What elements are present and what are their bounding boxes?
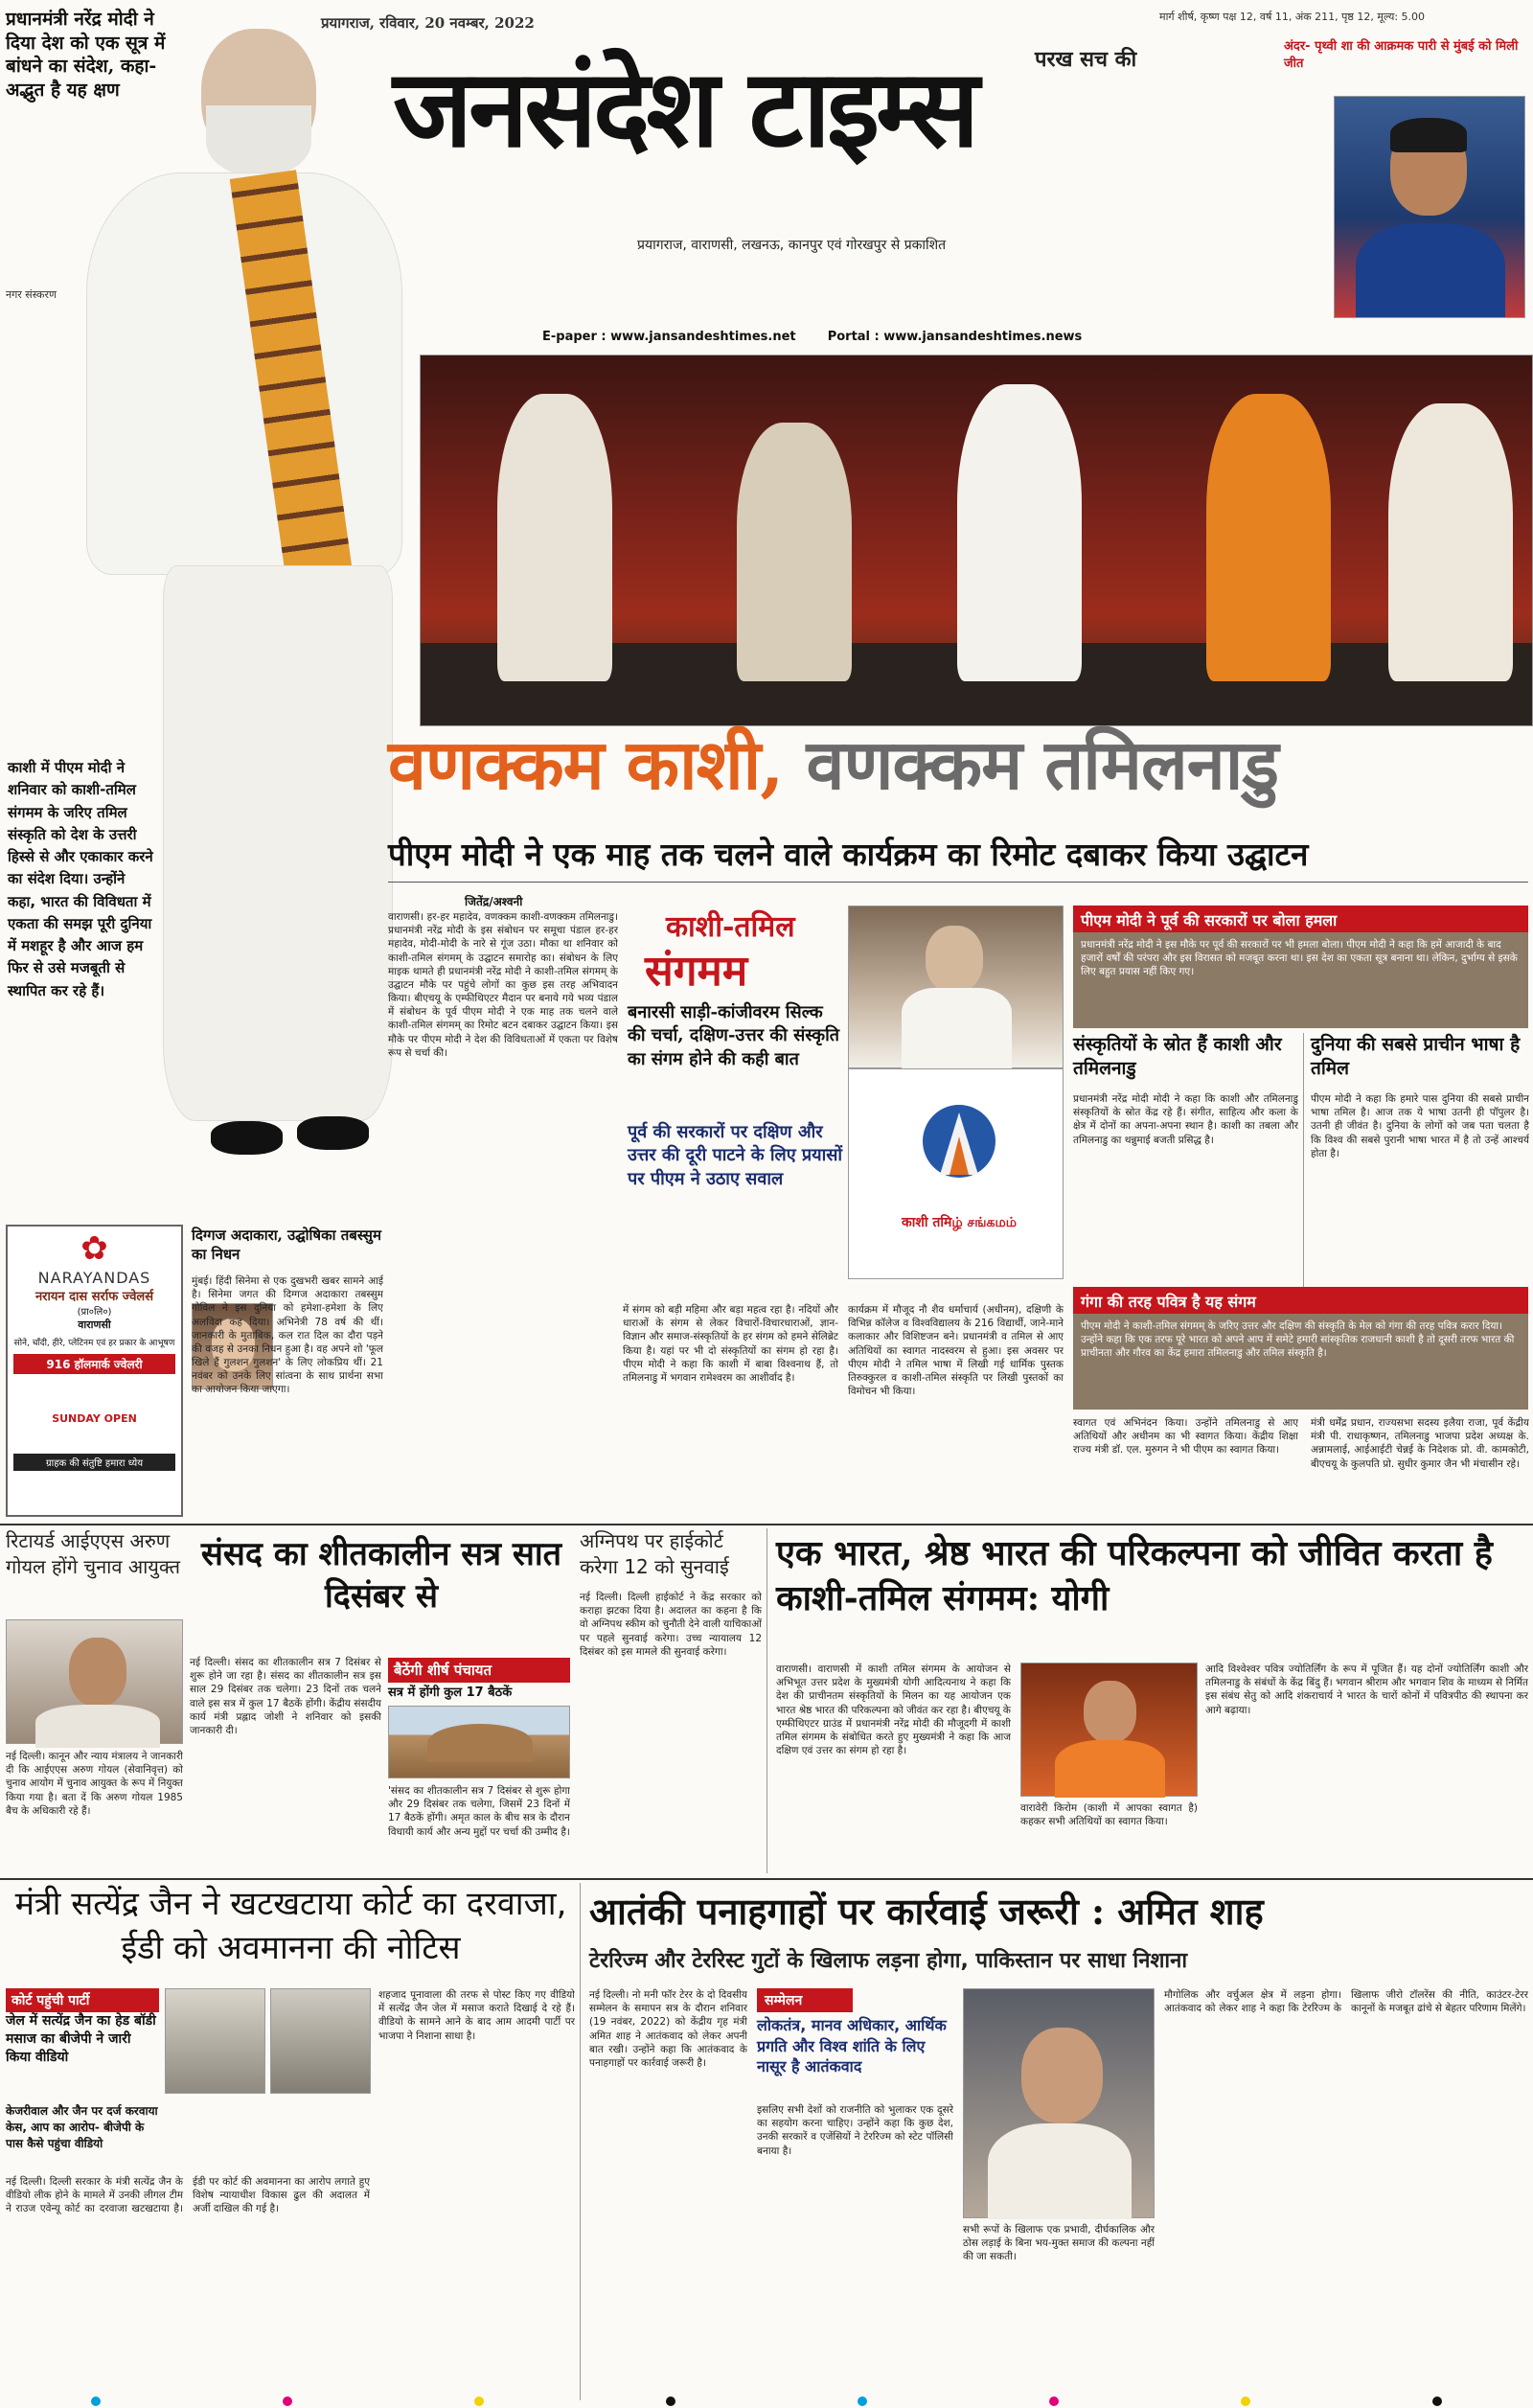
right-h2: दुनिया की सबसे प्राचीन भाषा है तमिल [1311, 1034, 1521, 1079]
parliament-box-title: बैठेंगी शीर्ष पंचायत [388, 1658, 570, 1683]
parliament-headline: संसद का शीतकालीन सत्र सात दिसंबर से [200, 1535, 562, 1617]
shah-body-shape [988, 2123, 1132, 2219]
lead-body-1: वाराणसी। हर-हर महादेव, वणक्कम काशी-वणक्कम तमिलनाडु। प्रधानमंत्री नरेंद्र मोदी के इस संबोधन पर समूचा पंडाल हर-हर महादेव, मोदी-मोदी के नारे से गूंज उठा। मौका था शनिवार को काशी-तमिल संगमम् के उद्घाटन समारोह का। संबोधन के लिए माइक थामते ही प्रधानमंत्री नरेंद्र मोदी ने काशी-तमिल संगमम् के उद्घाटन मौके पर पहुंचे लोगों का कुछ इस तरह अभिवादन किया। बीएचयू के एम्फीथिएटर मैदान पर बनाये गये भव्य पंडाल में संबोधन के पूर्व पीएम मोदी ने एक माह तक चलने वाले काशी-तमिल संगमम् का रिमोट बटन दबाकर उद्घाटन किया। इस मौके पर पीएम मोदी ने देश की विविधताओं में एकता पर विशेष रूप से चर्चा की। [388, 911, 618, 1059]
box-sub-1: बनारसी साड़ी-कांजीवरम सिल्क की चर्चा, दक्षिण-उत्तर की संस्कृति का संगम होने की कही बात [628, 1002, 840, 1069]
paper-title: जनसंदेश टाइम्स [393, 47, 976, 172]
reg-dot-icon [858, 2397, 867, 2406]
right-bar-2-text: पीएम मोदी ने काशी-तमिल संगमम् के जरिए उत्तर और दक्षिण की संस्कृति के मेल को गंगा की तरह पवित्र करार दिया। उन्होंने कहा कि एक तरफ पूरे भारत को अपने आप में समेटे हमारी सांस्कृतिक राजधानी काशी है तो दूसरी तरफ भारत की प्राचीनता और गौरव का केंद्र हमारा तमिलनाडु और तमिल संस्कृति है। [1073, 1314, 1528, 1410]
dateline: प्रयागराज, रविवार, 20 नवम्बर, 2022 [321, 14, 535, 32]
cricketer-photo [1334, 96, 1525, 318]
ad-sub: (प्रा०लि०) [77, 1307, 112, 1318]
speaker-body-shape [902, 988, 1012, 1069]
right-h2-text: पीएम मोदी ने कहा कि हमारे पास दुनिया की सबसे प्राचीन भाषा तमिल है। आज तक ये भाषा उतनी ही पॉपुलर है। उतनी ही जीवंत है। दुनिया के लोगों को जब पता चलता है कि विश्व की सबसे पुरानी भाषा भारत में है तो उन्हें आश्चर्य होता है। [1311, 1093, 1529, 1159]
goel-body-shape [35, 1705, 160, 1748]
jain-tag: कोर्ट पहुंची पार्टी [6, 1988, 159, 2012]
jain-sub: जेल में सत्येंद्र जैन का हेड बॉडी मसाज का बीजेपी ने जारी किया वीडियो [6, 2013, 156, 2065]
lead-body-2: में संगम को बड़ी महिमा और बड़ा महत्व रहा है। नदियों और धाराओं के संगम से लेकर विचारों-विचारधाराओं, ज्ञान-विज्ञान और समाज-संस्कृतियों के हर संगम को हमने सेलिब्रेट किया है। यहां पर भी दो संस्कृतियों का संगम हो रहा है। पीएम मोदी ने कहा कि काशी में बाबा विश्वनाथ हैं, तो तमिलनाडु में भगवान रामेश्वरम का आशीर्वाद है। [623, 1304, 838, 1384]
shah-subhead: टेररिज्म और टेररिस्ट गुटों के खिलाफ लड़ना होगा, पाकिस्तान पर साधा निशाना [589, 1949, 1188, 1973]
ad-line2: 916 हॉलमार्क ज्वेलरी [13, 1354, 175, 1374]
goel-text: नई दिल्ली। कानून और न्याय मंत्रालय ने जानकारी दी कि आईएएस अरुण गोयल (सेवानिवृत्त) को चुनाव आयोग में चुनाव आयुक्त के रूप में नियुक्त किया गया है। बता दें कि अरुण गोयल 1985 बैच के अधिकारी रहे हैं। [6, 1751, 183, 1817]
jain-text-2: शहजाद पूनावाला की तरफ से पोस्ट किए गए वीडियो में सत्येंद्र जैन जेल में मसाज कराते दिखाई दे रहे हैं। वीडियो के सामने आने के बाद आम आदमी पार्टी पर भाजपा ने निशाना साधा है। [378, 1989, 575, 2042]
person5-shape [1388, 403, 1513, 681]
inside-teaser-text: अंदर- पृथ्वी शा की आक्रमक पारी से मुंबई को मिली जीत [1284, 39, 1519, 72]
person3-shape [957, 384, 1082, 681]
lead-body-3: कार्यक्रम में मौजूद नौ शैव धर्माचार्य (अधीनम), दक्षिणी के विभिन्न कॉलेज व विश्वविद्यालय के 216 विद्यार्थी, जाने-माने कलाकार और विशिष्टजन बने। प्रधानमंत्री व तमिल से आए अतिथियों का स्वागत नादस्वरम से हुआ। इस अवसर पर पीएम मोदी ने तमिल भाषा में लिखी गई धार्मिक पुस्तक तिरुक्कुरल व काशी-तमिल संस्कृति पर लिखी पुस्तकों का विमोचन भी किया। [848, 1304, 1064, 1398]
parliament-dome-shape [427, 1724, 533, 1762]
mid-rule [0, 1524, 1533, 1525]
goel-head-shape [69, 1638, 126, 1707]
modi-dhoti-shape [163, 565, 393, 1121]
stage-photo [420, 355, 1533, 726]
modi-shoe-left-shape [211, 1121, 283, 1155]
published-from: प्रयागराज, वाराणसी, लखनऊ, कानपुर एवं गोरखपुर से प्रकाशित [637, 238, 947, 253]
shah-headline: आतंकी पनाहगाहों पर कार्रवाई जरूरी : अमित शाह [589, 1890, 1264, 1933]
parliament-text-1: नई दिल्ली। संसद का शीतकालीन सत्र 7 दिसंबर से शुरू होने जा रहा है। संसद का शीतकालीन सत्र इस साल 29 दिसंबर तक चलेगा। 23 दिनों तक चलने वाले इस सत्र में कुल 17 बैठकें होंगी। केंद्रीय संसदीय कार्य मंत्री प्रह्लाद जोशी ने शनिवार को इसकी जानकारी दी। [190, 1657, 381, 1736]
right-col-rule [1303, 1033, 1304, 1287]
epaper-url: E-paper : www.jansandeshtimes.net [542, 330, 796, 344]
reg-dot-icon [1049, 2397, 1059, 2406]
shah-text-3: मौगोलिक और वर्चुअल क्षेत्र में लड़ना होगा। आतंकवाद को लेकर शाह ने कहा कि टेररिज्म के खिलाफ जीरो टॉलरेंस की नीति, काउंटर-टेरर कानूनों के मजबूत ढांचे से बेहतर परिणाम मिलेंगे। [1164, 1989, 1528, 2015]
cricketer-jersey-shape [1356, 223, 1505, 318]
shah-photo [963, 1988, 1155, 2218]
lead-headline-part2: वणक्कम तमिलनाडु [806, 723, 1278, 805]
box-title-1: काशी-तमिल [666, 910, 795, 944]
right-bar-1: पीएम मोदी ने पूर्व की सरकारों पर बोला हमला [1073, 906, 1528, 932]
yogi-robe-shape [1055, 1740, 1165, 1798]
reg-dot-icon [91, 2397, 101, 2406]
shah-box-title: सम्मेलन [757, 1988, 853, 2012]
parliament-photo [388, 1706, 570, 1778]
ad-line4: ग्राहक की संतुष्टि हमारा ध्येय [13, 1454, 175, 1471]
lead-subhead: पीएम मोदी ने एक माह तक चलने वाले कार्यक्रम का रिमोट दबाकर किया उद्घाटन [388, 836, 1309, 873]
jain-photo-1 [165, 1988, 265, 2094]
ad-brand-hindi: नरायन दास सर्राफ ज्वेलर्स [34, 1290, 154, 1304]
lead-byline: जितेंद्र/अश्वनी [465, 895, 523, 908]
yogi-text-2: आदि विश्वेश्वर पवित्र ज्योतिर्लिंग के रूप में पूजित हैं। यह दोनों ज्योतिर्लिंग काशी और तमिलनाडु के संबंधों के केंद्र बिंदु हैं। भगवान श्रीराम और भगवान शिव के माध्यम से निर्मित इस संबंध सेतु को आदि शंकराचार्य ने भारत के चारों कोनों में पवित्रपीठ की स्थापना कर आगे बढ़ाया। [1205, 1663, 1528, 1716]
right-bottom-text-2: मंत्री धर्मेंद्र प्रधान, राज्यसभा सदस्य इलैया राजा, पूर्व केंद्रीय मंत्री पी. राधाकृष्णन, तमिलनाडु भाजपा प्रदेश अध्यक्ष के. अन्नामलाई, आईआईटी चेन्नई के निदेशक प्रो. वी. कामकोटी, बीएचयू के कुलपति प्रो. सुधीर कुमार जैन भी मंचासीन रहे। [1311, 1417, 1529, 1470]
lead-headline-part1: वणक्कम काशी, [388, 723, 784, 805]
sangamam-logo [848, 1068, 1064, 1279]
speaker-head-shape [926, 926, 983, 993]
flower-logo-icon: ✿ [80, 1229, 108, 1268]
jain-headline: मंत्री सत्येंद्र जैन ने खटखटाया कोर्ट का दरवाजा, ईडी को अवमानना की नोटिस [14, 1885, 567, 1967]
ad-city: वाराणसी [78, 1319, 111, 1331]
modi-cutout-photo [19, 0, 422, 1198]
mid-col-rule [766, 1528, 767, 1873]
reg-dot-icon [1432, 2397, 1442, 2406]
city-edition: नगर संस्करण [6, 288, 57, 301]
jain-text: नई दिल्ली। दिल्ली सरकार के मंत्री सत्येंद्र जैन के वीडियो लीक होने के मामले में उनकी लीगल टीम ने राउज एवेन्यू कोर्ट का दरवाजा खटखटाया है। ईडी पर कोर्ट की अवमानना का आरोप लगाते हुए विशेष न्यायाधीश विकास ढुल की अदालत में अर्जी दाखिल की गई है। [6, 2176, 370, 2215]
logo-caption: काशी तमिழ் சங்கமம் [901, 1215, 1018, 1230]
right-bar-2: गंगा की तरह पवित्र है यह संगम [1073, 1287, 1528, 1314]
person2-shape [737, 423, 852, 681]
shah-text-1: नई दिल्ली। नो मनी फॉर टेरर के दो दिवसीय सम्मेलन के समापन सत्र के दौरान शनिवार (19 नवंबर, 2022) को केंद्रीय गृह मंत्री अमित शाह ने आतंकवाद को लेकर अपनी बात रखी। उन्होंने कहा कि आतंकवाद के पनाहगाहों पर कार्रवाई जरूरी है। [589, 1989, 747, 2069]
yogi-headline: एक भारत, श्रेष्ठ भारत की परिकल्पना को जीवित करता है काशी-तमिल संगमम: योगी [776, 1533, 1493, 1618]
shah-head-shape [1021, 2028, 1103, 2123]
box-sub-2: पूर्व की सरकारों पर दक्षिण और उत्तर की दूरी पाटने के लिए प्रयासों पर पीएम ने उठाए सवाल [628, 1122, 843, 1189]
reg-dot-icon [474, 2397, 484, 2406]
obit-text: मुंबई। हिंदी सिनेमा से एक दुखभरी खबर सामने आई है। सिनेमा जगत की दिग्गज अदाकारा तबस्सुम गोविल ने इस दुनिया को हमेशा-हमेशा के लिए अलविदा कह दिया। अभिनेत्री 78 वर्ष की थीं। जानकारी के मुताबिक, कल रात दिल का दौरा पड़ने की वजह से उनका निधन हुआ है। वह अपने शो 'फूल खिले हैं गुलशन गुलशन' के लिए लोकप्रिय थीं। 21 नवंबर को उनके लिए सांत्वना के साथ प्रार्थना सभा का आयोजन किया जाएगा। [192, 1275, 383, 1396]
shah-box-sub: लोकतंत्र, मानव अधिकार, आर्थिक प्रगति और विश्व शांति के लिए नासूर है आतंकवाद [757, 2016, 947, 2076]
right-bottom-text-1: स्वागत एवं अभिनंदन किया। उन्होंने तमिलनाडु से आए अतिथियों और अधीनम का भी स्वागत किया। केंद्रीय शिक्षा राज्य मंत्री डॉ. एल. मुरुगन ने भी पीएम का स्वागत किया। [1073, 1417, 1298, 1456]
tagline: परख सच की [1035, 48, 1137, 72]
print-registration-marks [0, 2394, 1533, 2408]
right-bar-1-text: प्रधानमंत्री नरेंद्र मोदी ने इस मौके पर पूर्व की सरकारों पर भी हमला बोला। पीएम मोदी ने कहा कि हमें आजादी के बाद हजारों वर्षों की परंपरा और इस विरासत को मजबूत करना था। इस देश का एकता सूत्र बनाना था। लेकिन, दुर्भाग्य से इसके लिए बहुत प्रयास नहीं किए गए। [1073, 932, 1528, 1028]
cricketer-hair-shape [1390, 118, 1467, 152]
goel-photo [6, 1619, 183, 1744]
portal-url: Portal : www.jansandeshtimes.news [827, 330, 1083, 344]
box-title-2: संगमम [645, 947, 748, 996]
issue-info: मार्ग शीर्ष, कृष्ण पक्ष 12, वर्ष 11, अंक 211, पृष्ठ 12, मूल्य: 5.00 [1159, 11, 1426, 23]
goel-headline: रिटायर्ड आईएएस अरुण गोयल होंगे चुनाव आयुक्त [6, 1529, 180, 1578]
left-caption: काशी में पीएम मोदी ने शनिवार को काशी-तमिल संगमम के जरिए तमिल संस्कृति को देश के उत्तरी हिस्से से और एकाकार करने का संदेश दिया। उन्होंने कहा, भारत की विविधता में एकता की समझ पूरी दुनिया में मशहूर है और आज हम फिर से उसे मजबूती से स्थापित कर रहे हैं। [8, 759, 153, 999]
reg-dot-icon [1241, 2397, 1250, 2406]
lead-headline [388, 723, 1533, 805]
yogi-photo [1020, 1663, 1198, 1797]
person4-shape [1206, 394, 1331, 681]
yogi-head-shape [1084, 1681, 1136, 1743]
inside-teaser [1284, 38, 1525, 73]
temple-logo-icon [921, 1098, 997, 1194]
shah-text-2: इसलिए सभी देशों को राजनीति को भुलाकर एक दूसरे का सहयोग करना चाहिए। उन्होंने कहा कि कुछ देश, उनकी सरकारें व एजेंसियों ने टेररिज्म को स्टेट पॉलिसी बनाया है। [757, 2104, 953, 2157]
ad-brand: NARAYANDAS [37, 1269, 151, 1287]
jain-sub2: केजरीवाल और जैन पर दर्ज करवाया केस, आप का आरोप- बीजेपी के पास कैसे पहुंचा वीडियो [6, 2104, 158, 2150]
yogi-text-1: वाराणसी। वाराणसी में काशी तमिल संगमम के आयोजन से अभिभूत उत्तर प्रदेश के मुख्यमंत्री योगी आदित्यनाथ ने कहा कि देश की प्राचीनतम संस्कृतियों के मिलन का यह आयोजन एक भारत श्रेष्ठ भारत की परिकल्पना को जीवंत कर रहा है। बीएचयू के एम्फीथिएटर ग्राउंड में प्रधानमंत्री नरेंद्र मोदी की मौजूदगी में काशी तमिल संगमम के संबोधित करते हुए मुख्यमंत्री ने कहा कि आज दक्षिण एवं उत्तर का संगम हो रहा है। [776, 1663, 1011, 1757]
right-h1: संस्कृतियों के स्रोत हैं काशी और तमिलनाडु [1073, 1034, 1282, 1079]
lower-col-rule [580, 1883, 581, 2400]
lower-rule [0, 1878, 1533, 1880]
agnipath-text: नई दिल्ली। दिल्ली हाईकोर्ट ने केंद्र सरकार को कराहा झटका दिया है। अदालत का कहना है कि वो अग्निपथ स्कीम को चुनौती देने वाली याचिकाओं पर पहले सुनवाई करेगा। उच्च न्यायालय 12 दिसंबर को इस मामले की सुनवाई करेगा। [580, 1592, 762, 1658]
modi-beard-shape [206, 105, 311, 177]
ad-line1: सोने, चाँदी, हीरे, प्लेटिनम एवं हर प्रकार के आभूषण [13, 1339, 175, 1348]
parliament-box-sub: सत्र में होंगी कुल 17 बैठकें [388, 1686, 513, 1700]
lead-rule [388, 882, 1528, 883]
narayandas-ad [6, 1225, 183, 1517]
modi-speaking-photo [848, 906, 1064, 1068]
modi-shoe-right-shape [297, 1116, 369, 1150]
reg-dot-icon [666, 2397, 675, 2406]
epaper-line [542, 330, 1082, 344]
jain-photo-2 [270, 1988, 371, 2094]
right-h1-text: प्रधानमंत्री नरेंद्र मोदी मोदी ने कहा कि काशी और तमिलनाडु संस्कृतियों के स्रोत केंद्र रहे हैं। संगीत, साहित्य और कला के क्षेत्र में दोनों का अपना-अपना स्थान है। काशी का तबला और तमिलनाडु का थन्नुमाई बजती प्रसिद्ध है। [1073, 1093, 1298, 1146]
ad-line3: SUNDAY OPEN [52, 1412, 137, 1425]
reg-dot-icon [283, 2397, 292, 2406]
agnipath-headline: अग्निपथ पर हाईकोर्ट करेगा 12 को सुनवाई [580, 1529, 729, 1578]
person1-shape [497, 394, 612, 681]
lead-teaser: प्रधानमंत्री नरेंद्र मोदी ने दिया देश को एक सूत्र में बांधने का संदेश, कहा-अद्भुत है यह क्षण [6, 9, 166, 102]
parliament-text-2: 'संसद का शीतकालीन सत्र 7 दिसंबर से शुरू होगा और 29 दिसंबर तक चलेगा, जिसमें 23 दिनों में 17 बैठकें होंगी। अमृत काल के बीच सत्र के दौरान विधायी कार्य और अन्य मुद्दों पर चर्चा की उम्मीद है। [388, 1785, 570, 1838]
yogi-caption: वारावेरी किरोम (काशी में आपका स्वागत है) कहकर सभी अतिथियों का स्वागत किया। [1020, 1802, 1198, 1828]
obit-headline: दिग्गज अदाकारा, उद्घोषिका तबस्सुम का निधन [192, 1227, 381, 1263]
kashi-tamil-box [628, 906, 848, 1289]
shah-caption: सभी रूपों के खिलाफ एक प्रभावी, दीर्घकालिक और ठोस लड़ाई के बिना भय-मुक्त समाज की कल्पना नहीं की जा सकती। [963, 2224, 1155, 2263]
